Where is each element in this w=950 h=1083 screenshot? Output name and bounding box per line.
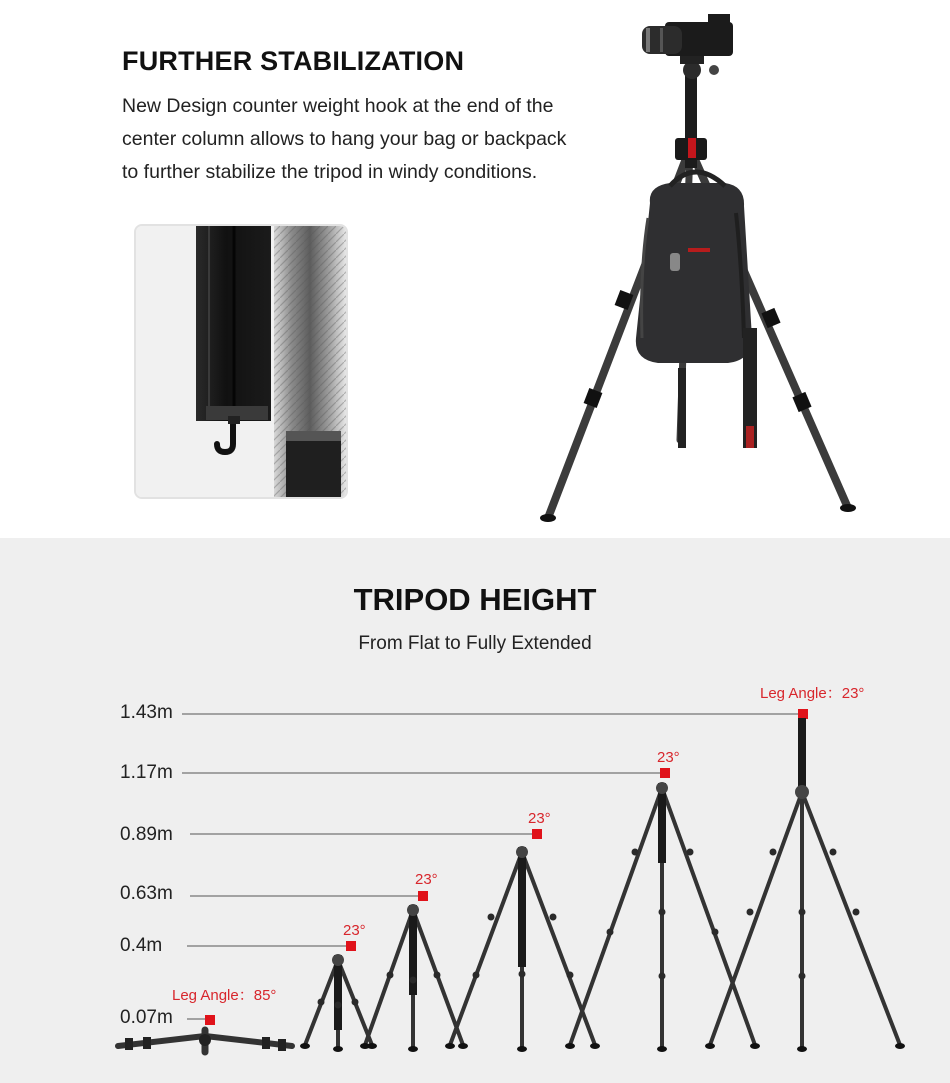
tripod-height-title: TRIPOD HEIGHT [353, 582, 597, 617]
leg-angle-label: 23° [343, 922, 366, 939]
description-line: to further stabilize the tripod in windy conditions. [122, 161, 538, 183]
leg-angle-label: 23° [657, 749, 680, 766]
tripod-0-4m [305, 954, 372, 1048]
marker-square [532, 829, 542, 839]
marker-square [205, 1015, 215, 1025]
hook-detail-image [134, 224, 348, 499]
guide-lines [182, 714, 800, 1019]
height-label: 1.43m [120, 702, 173, 723]
leg-angle-label: 23° [415, 871, 438, 888]
stabilization-title: FURTHER STABILIZATION [122, 46, 465, 76]
leg-locks [318, 849, 860, 1009]
height-label: 0.4m [120, 935, 163, 956]
description-line: New Design counter weight hook at the end of the [122, 95, 554, 117]
feet [300, 1043, 905, 1052]
top-markers [205, 709, 808, 1025]
tripod-height-subtitle: From Flat to Fully Extended [358, 633, 592, 654]
leg-angle-label: Leg Angle：85° [172, 987, 277, 1004]
height-label: 0.89m [120, 824, 173, 845]
tripod-with-backpack-image [530, 8, 900, 528]
height-comparison-diagram [0, 538, 950, 1083]
marker-square [798, 709, 808, 719]
marker-square [346, 941, 356, 951]
marker-square [418, 891, 428, 901]
tripod-flat [118, 1030, 292, 1052]
height-label: 1.17m [120, 762, 173, 783]
tripod-0-63m [365, 904, 463, 1048]
height-label: 0.07m [120, 1007, 173, 1028]
leg-angle-label: Leg Angle：23° [760, 685, 865, 702]
leg-angle-label: 23° [528, 810, 551, 827]
marker-square [660, 768, 670, 778]
height-label: 0.63m [120, 883, 173, 904]
description-line: center column allows to hang your bag or backpack [122, 128, 567, 150]
tripod-0-89m [450, 846, 595, 1048]
stabilization-section [0, 0, 950, 538]
